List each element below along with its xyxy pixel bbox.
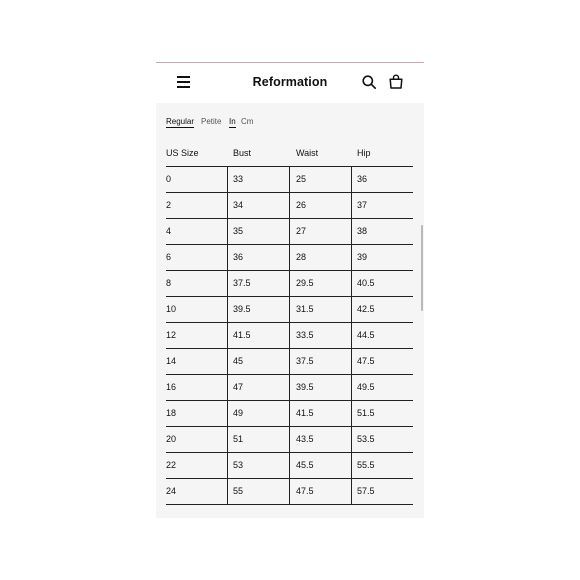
cell-waist: 33.5 <box>296 330 314 340</box>
header-hip: Hip <box>357 148 371 158</box>
cell-hip: 49.5 <box>357 382 375 392</box>
table-bottom-border <box>166 504 413 505</box>
brand-logo[interactable]: Reformation <box>252 75 328 89</box>
cell-waist: 28 <box>296 252 307 262</box>
cell-hip: 37 <box>357 200 368 210</box>
cell-waist: 41.5 <box>296 408 314 418</box>
cell-waist: 27 <box>296 226 307 236</box>
header-bust: Bust <box>233 148 252 158</box>
cell-bust: 35 <box>233 226 244 236</box>
cell-size: 24 <box>166 486 177 496</box>
mobile-viewport <box>156 62 424 518</box>
cell-bust: 41.5 <box>233 330 251 340</box>
scrollbar[interactable] <box>421 225 423 311</box>
toggle-petite[interactable]: Petite <box>201 117 222 126</box>
cell-hip: 57.5 <box>357 486 375 496</box>
table-header <box>166 148 413 168</box>
header-us-size: US Size <box>166 148 199 158</box>
cell-hip: 36 <box>357 174 368 184</box>
shopping-bag-icon[interactable] <box>389 74 403 89</box>
cell-hip: 47.5 <box>357 356 375 366</box>
toggle-inches[interactable]: In <box>229 117 236 126</box>
column-divider <box>351 166 352 504</box>
cell-waist: 43.5 <box>296 434 314 444</box>
cell-bust: 45 <box>233 356 244 366</box>
cell-waist: 37.5 <box>296 356 314 366</box>
cell-hip: 51.5 <box>357 408 375 418</box>
column-divider <box>289 166 290 504</box>
toggle-centimeters[interactable]: Cm <box>241 117 254 126</box>
cell-hip: 44.5 <box>357 330 375 340</box>
cell-bust: 53 <box>233 460 244 470</box>
cell-hip: 40.5 <box>357 278 375 288</box>
cell-size: 8 <box>166 278 172 288</box>
cell-bust: 39.5 <box>233 304 251 314</box>
cell-bust: 55 <box>233 486 244 496</box>
cell-bust: 34 <box>233 200 244 210</box>
cell-size: 16 <box>166 382 177 392</box>
cell-bust: 51 <box>233 434 244 444</box>
cell-hip: 42.5 <box>357 304 375 314</box>
size-chart-panel <box>156 103 424 518</box>
cell-size: 6 <box>166 252 172 262</box>
cell-waist: 31.5 <box>296 304 314 314</box>
cell-size: 14 <box>166 356 177 366</box>
cell-bust: 47 <box>233 382 244 392</box>
cell-hip: 55.5 <box>357 460 375 470</box>
cell-waist: 47.5 <box>296 486 314 496</box>
cell-waist: 29.5 <box>296 278 314 288</box>
site-header <box>156 63 424 103</box>
column-divider <box>227 166 228 504</box>
cell-hip: 39 <box>357 252 368 262</box>
toggle-regular[interactable]: Regular <box>166 117 195 126</box>
cell-waist: 39.5 <box>296 382 314 392</box>
cell-size: 2 <box>166 200 172 210</box>
cell-size: 18 <box>166 408 177 418</box>
cell-waist: 45.5 <box>296 460 314 470</box>
search-icon[interactable] <box>362 75 376 89</box>
cell-hip: 38 <box>357 226 368 236</box>
cell-bust: 36 <box>233 252 244 262</box>
cell-size: 4 <box>166 226 172 236</box>
cell-waist: 25 <box>296 174 307 184</box>
header-waist: Waist <box>296 148 319 158</box>
cell-size: 22 <box>166 460 177 470</box>
cell-bust: 49 <box>233 408 244 418</box>
cell-size: 0 <box>166 174 172 184</box>
cell-size: 10 <box>166 304 177 314</box>
cell-bust: 33 <box>233 174 244 184</box>
cell-hip: 53.5 <box>357 434 375 444</box>
cell-waist: 26 <box>296 200 307 210</box>
cell-size: 12 <box>166 330 177 340</box>
cell-size: 20 <box>166 434 177 444</box>
cell-bust: 37.5 <box>233 278 251 288</box>
